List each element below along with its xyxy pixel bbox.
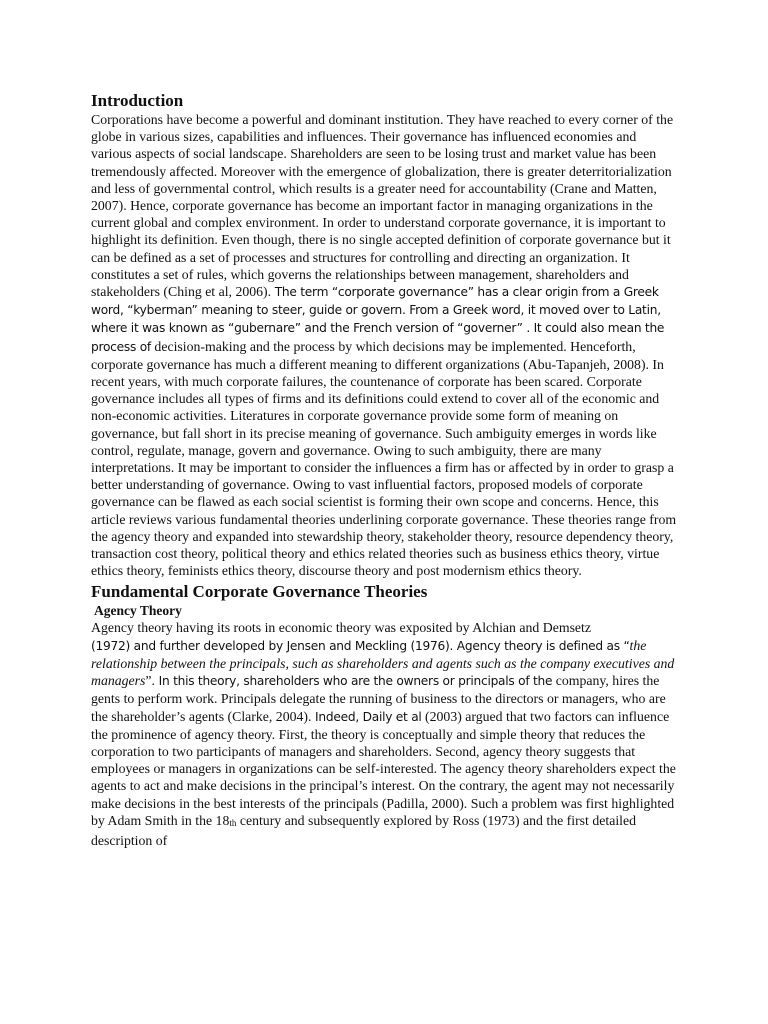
agency-theory-paragraph [91,619,677,849]
agency-text-part-8: (2003) argued that two factors can influence the prominence of agency theory. First, the theory is conceptually and simple theory that reduces the corporation to two participants of managers and shareholders. Second, agency theory suggests that employees or managers in organizations can be self-interested. The agency theory shareholders expect the agents to act and make decisions in the principal’s interest. On the contrary, the agent may not necessarily make decisions in the best interests of the principals (Padilla, 2000). Such a problem was first highlighted by Adam Smith in the 18 [91,708,676,828]
theories-heading: Fundamental Corporate Governance Theories [91,582,428,602]
document-body [91,90,677,849]
intro-text-part-3: decision-making and the process by which decisions may be implemented. Henceforth, corporate governance has much a different meaning to different organizations (Abu-Tapanjeh, 2008). In recent years, with much corporate failures, the countenance of corporate has been scared. Corporate governance includes all types of firms and its definitions could extend to cover all of the economic and non-economic activities. Literatures in corporate governance provide some form of meaning on governance, but fall short in its precise meaning of governance. Such ambiguity emerges in words like control, regulate, manage, govern and governance. Owing to such ambiguity, there are many interpretations. It may be important to consider the influences a firm has or affected by in order to grasp a better understanding of governance. Owing to vast influential factors, proposed models of corporate governance can be flawed as each social scientist is forming their own scope and concerns. Hence, this article reviews various fundamental theories underlining corporate governance. These theories range from the agency theory and expanded into stewardship theory, stakeholder theory, resource dependency theory, transaction cost theory, political theory and ethics related theories such as business ethics theory, virtue ethics theory, feminists ethics theory, discourse theory and post modernism ethics theory. [91,338,677,579]
agency-text-part-4: ”. [145,673,155,689]
intro-text-part-1: Corporations have become a powerful and dominant institution. They have reached to every corner of the globe in various sizes, capabilities and influences. Their governance has influenced economies and various aspects of social landscape. Shareholders are seen to be losing trust and market value has been tremendously affected. Moreover with the emergence of globalization, there is greater deterritorialization and less of governmental control, which results is a greater need for accountability (Crane and Matten, 2007). Hence, corporate governance has become an important factor in managing organizations in the current global and complex environment. In order to understand corporate governance, it is important to highlight its definition. Even though, there is no single accepted definition of corporate governance but it can be defined as a set of processes and structures for controlling and directing an organization. It constitutes a set of rules, which governs the relationships between management, shareholders and stakeholders (Ching et al, 2006). [91,112,674,300]
agency-text-part-2: (1972) and further developed by Jensen and Meckling (1976). Agency theory is defined as “ [91,638,630,653]
intro-text-part-2: The term “corporate governance” has a clear origin from a Greek word, “kyberman” meaning to steer, guide or govern. From a Greek word, it moved over to Latin, where it was known as “gubernare” and the French version of “governer” . It could also mean the process of [91,285,665,354]
introduction-paragraph [91,111,677,579]
agency-definition-quote: the relationship between the principals, such as shareholders and agents such as the company executives and managers [91,637,675,689]
agency-text-part-7: Indeed, Daily et al [311,709,422,724]
agency-text-part-1: Agency theory having its roots in economic theory was exposited by Alchian and Demsetz [91,620,592,636]
introduction-heading: Introduction [91,91,184,110]
agency-text-part-5: In this theory, shareholders who are the owners or principals of the [155,674,553,689]
agency-theory-subheading: Agency Theory [94,603,182,619]
agency-text-part-10: century and subsequently explored by Ross (1973) and the first detailed description of [91,812,637,848]
agency-text-part-6: company, hires the gents to perform work. Principals delegate the running of business to the directors or managers, who are the shareholder’s agents (Clarke, 2004). [91,673,666,724]
ordinal-suffix: th [229,817,237,828]
